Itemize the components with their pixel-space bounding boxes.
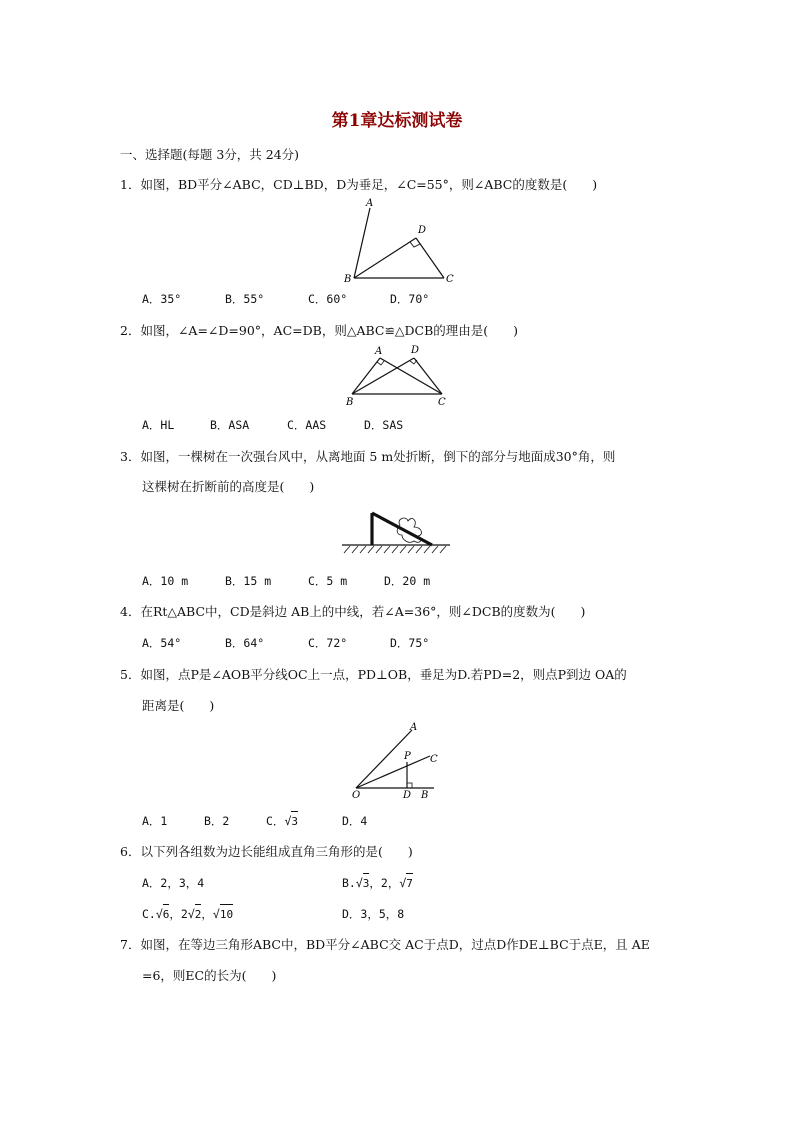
figure-label: B (344, 274, 352, 285)
q1-option-b[interactable]: B．55° (225, 292, 265, 306)
q1-option-d[interactable]: D．70° (390, 292, 430, 306)
figure-label: A (366, 198, 374, 209)
sqrt-symbol: √ 2 (188, 905, 202, 924)
q4-option-c[interactable]: C．72° (308, 636, 348, 650)
q5-option-d[interactable]: D．4 (342, 814, 368, 828)
q6-option-a[interactable]: A．2，3，4 (142, 876, 205, 890)
question-3-stem-line1: 3．如图，一棵树在一次强台风中，从离地面 5 m处折断，倒下的部分与地面成30°角，则 (120, 449, 616, 464)
radicand: 10 (219, 908, 234, 921)
q3-option-c[interactable]: C．5 m (308, 574, 348, 588)
q6-c-mid2: ， (201, 907, 213, 921)
q6-c-prefix: C. (142, 907, 156, 921)
figure-label: P (404, 751, 411, 762)
question-7-stem-line2: =6，则EC的长为( ) (142, 968, 277, 983)
q5-option-c[interactable] (266, 812, 298, 831)
radicand: 3 (362, 877, 370, 890)
question-3-stem-line2: 这棵树在折断前的高度是( ) (142, 479, 315, 494)
figure-label: C (446, 274, 454, 285)
sqrt-symbol: √ 3 (356, 874, 370, 893)
question-2-stem: 2．如图，∠A=∠D=90°，AC=DB，则△ABC≌△DCB的理由是( ) (120, 323, 519, 338)
question-1-figure (336, 196, 466, 288)
q1-option-c[interactable]: C．60° (308, 292, 348, 306)
figure-label: O (352, 790, 361, 801)
q4-option-a[interactable]: A．54° (142, 636, 182, 650)
figure-label: D (418, 225, 427, 236)
page-title: 第1章达标测试卷 (331, 111, 463, 131)
sqrt-symbol: √ 10 (213, 905, 233, 924)
question-6-stem: 6．以下列各组数为边长能组成直角三角形的是( ) (120, 844, 413, 859)
question-4-stem: 4．在Rt△ABC中，CD是斜边 AB上的中线，若∠A=36°，则∠DCB的度数为( ) (120, 604, 586, 619)
radicand: 2 (194, 908, 202, 921)
figure-label: C (438, 397, 446, 408)
radicand: 6 (162, 908, 170, 921)
question-7-stem-line1: 7．如图，在等边三角形ABC中，BD平分∠ABC交 AC于点D，过点D作DE⊥BC于点E，且 AE (120, 937, 650, 952)
q5-option-c-label: C． (266, 814, 285, 828)
q3-option-a[interactable]: A．10 m (142, 574, 189, 588)
question-5-stem-line2: 距离是( ) (142, 698, 215, 713)
q6-b-prefix: B. (342, 876, 356, 890)
figure-label: D (403, 790, 412, 801)
figure-label: B (421, 790, 429, 801)
figure-label: C (430, 754, 438, 765)
q5-option-b[interactable]: B．2 (204, 814, 230, 828)
q2-option-d[interactable]: D．SAS (364, 418, 404, 432)
section-heading: 一、选择题(每题 3分，共 24分) (120, 147, 300, 162)
q4-option-b[interactable]: B．64° (225, 636, 265, 650)
figure-label: A (410, 722, 418, 733)
sqrt-symbol: √ 7 (399, 874, 413, 893)
q1-option-a[interactable]: A．35° (142, 292, 182, 306)
question-2-figure (340, 342, 460, 408)
sqrt-symbol: √ 6 (156, 905, 170, 924)
q4-option-d[interactable]: D．75° (390, 636, 430, 650)
q3-option-b[interactable]: B．15 m (225, 574, 272, 588)
question-5-figure (346, 718, 448, 802)
figure-label: A (375, 346, 383, 357)
q6-c-mid1: ，2 (169, 907, 188, 921)
q5-option-a[interactable]: A．1 (142, 814, 168, 828)
question-1-stem: 1．如图，BD平分∠ABC，CD⊥BD，D为垂足，∠C=55°，则∠ABC的度数是( ) (120, 177, 598, 192)
figure-label: D (411, 345, 420, 356)
q6-option-d[interactable]: D．3，5，8 (342, 907, 405, 921)
q2-option-b[interactable]: B．ASA (210, 418, 250, 432)
q6-option-c[interactable] (142, 905, 233, 924)
radicand: 7 (406, 877, 413, 890)
radicand: 3 (291, 815, 298, 828)
q2-option-c[interactable]: C．AAS (287, 418, 327, 432)
figure-label: B (346, 397, 354, 408)
q6-option-b[interactable] (342, 874, 413, 893)
question-3-figure (338, 505, 458, 555)
q2-option-a[interactable]: A．HL (142, 418, 175, 432)
q3-option-d[interactable]: D．20 m (384, 574, 431, 588)
q6-b-mid: ，2， (369, 876, 400, 890)
sqrt-symbol: √ 3 (284, 812, 298, 831)
question-5-stem-line1: 5．如图，点P是∠AOB平分线OC上一点，PD⊥OB，垂足为D.若PD=2，则点P到边 OA的 (120, 667, 627, 682)
